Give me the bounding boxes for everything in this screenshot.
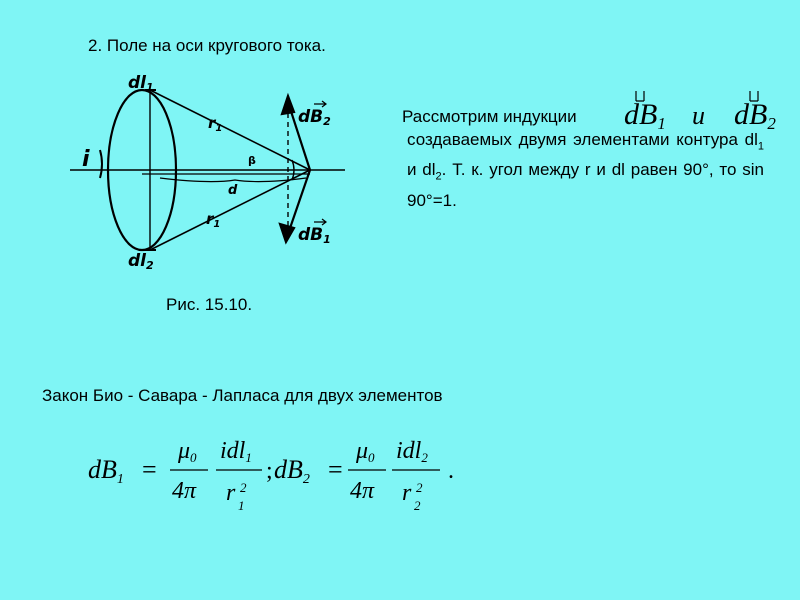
label-current-i: i: [82, 147, 90, 172]
vector-dB1-base: dB: [624, 98, 658, 131]
svg-text:dB1: [624, 98, 666, 132]
formula-eq-1: =: [142, 455, 157, 484]
formula-idl2-sub: 2: [421, 450, 428, 465]
formula-r2: r: [402, 480, 412, 506]
formula-4pi-1: 4π: [172, 478, 197, 504]
label-dB2-sub: 2: [323, 115, 331, 128]
label-dl2-sub: 2: [146, 259, 154, 272]
dB1-arrowhead: [280, 224, 294, 242]
formula-lhs1-sub: 1: [116, 472, 124, 487]
vector-conjunction: и: [692, 101, 705, 130]
svg-text:dl1: [128, 73, 154, 94]
svg-text:idl2: [396, 438, 428, 465]
label-dB1-sub: 1: [323, 233, 331, 246]
formula-separator: ;: [266, 458, 273, 484]
para-part-3: . Т. к. угол между r и dl равен 90°, то sin 90°=1.: [407, 160, 764, 210]
svg-text:dl2: [128, 251, 154, 272]
figure-caption: Рис. 15.10.: [166, 295, 253, 314]
label-r1-top: r: [208, 114, 216, 132]
formula-r2-sub: 2: [414, 498, 421, 513]
current-direction-mark: [100, 150, 102, 178]
label-r1-bot-sub: 1: [213, 219, 221, 230]
label-dl2: dl: [128, 251, 146, 271]
label-r1-top-sub: 1: [215, 123, 223, 134]
svg-text:dB2: [734, 98, 776, 132]
label-beta: β: [248, 154, 256, 167]
vector-dB2-sub: 2: [767, 114, 776, 132]
para-sub-1: 1: [757, 140, 764, 153]
svg-text:dB1: [298, 225, 331, 246]
para-part-2: и dl: [407, 160, 436, 180]
induction-vectors: [622, 88, 782, 132]
svg-text:r1: [208, 114, 222, 134]
vector-dB1-sub: 1: [657, 114, 666, 132]
formula-idl1-sub: 1: [245, 450, 252, 465]
formula-eq-2: =: [328, 455, 343, 484]
formula-lhs1: dB: [88, 455, 117, 484]
circular-current-figure: [70, 72, 350, 272]
label-dl1: dl: [128, 73, 146, 93]
vector-dB2-base: dB: [734, 98, 768, 131]
svg-text:r: [226, 480, 236, 506]
svg-text:r: [402, 480, 412, 506]
section-heading: 2. Поле на оси кругового тока.: [88, 36, 326, 55]
formula-idl2: idl: [396, 438, 422, 464]
formula-mu-1: μ: [178, 438, 191, 464]
label-dB1: dB: [298, 225, 324, 245]
formula-mu-2-sub: 0: [368, 450, 375, 465]
svg-text:dB1: [88, 455, 124, 487]
formula-period: .: [448, 458, 454, 484]
svg-text:dB2: [274, 455, 310, 487]
formula-r1-sub: 1: [238, 498, 245, 513]
formula-idl1: idl: [220, 438, 246, 464]
biot-savart-formula: [84, 426, 484, 518]
svg-text:r1: [206, 210, 220, 230]
para-sub-2: 2: [435, 170, 442, 183]
svg-text:μ0: [355, 438, 375, 465]
formula-r1: r: [226, 480, 236, 506]
formula-mu-1-sub: 0: [190, 450, 197, 465]
explanation-paragraph: [407, 128, 764, 212]
formula-mu-2: μ: [356, 438, 369, 464]
intro-text: Рассмотрим индукции: [402, 107, 577, 126]
formula-4pi-2: 4π: [350, 478, 375, 504]
svg-text:idl1: [220, 438, 252, 465]
label-d: d: [228, 183, 238, 198]
para-part-1: создаваемых двумя элементами контура dl: [407, 130, 758, 149]
distance-brace: [160, 178, 306, 182]
law-statement: Закон Био - Савара - Лапласа для двух элементов: [42, 386, 443, 405]
svg-text:μ0: [177, 438, 197, 465]
formula-r2-sup: 2: [416, 480, 423, 495]
label-r1-bot: r: [206, 210, 214, 228]
label-dl1-sub: 1: [146, 81, 154, 94]
formula-lhs2-sub: 2: [302, 472, 310, 487]
formula-lhs2: dB: [274, 455, 303, 484]
svg-text:dB2: [298, 107, 331, 128]
label-dB2: dB: [298, 107, 324, 127]
formula-r1-sup: 2: [240, 480, 247, 495]
